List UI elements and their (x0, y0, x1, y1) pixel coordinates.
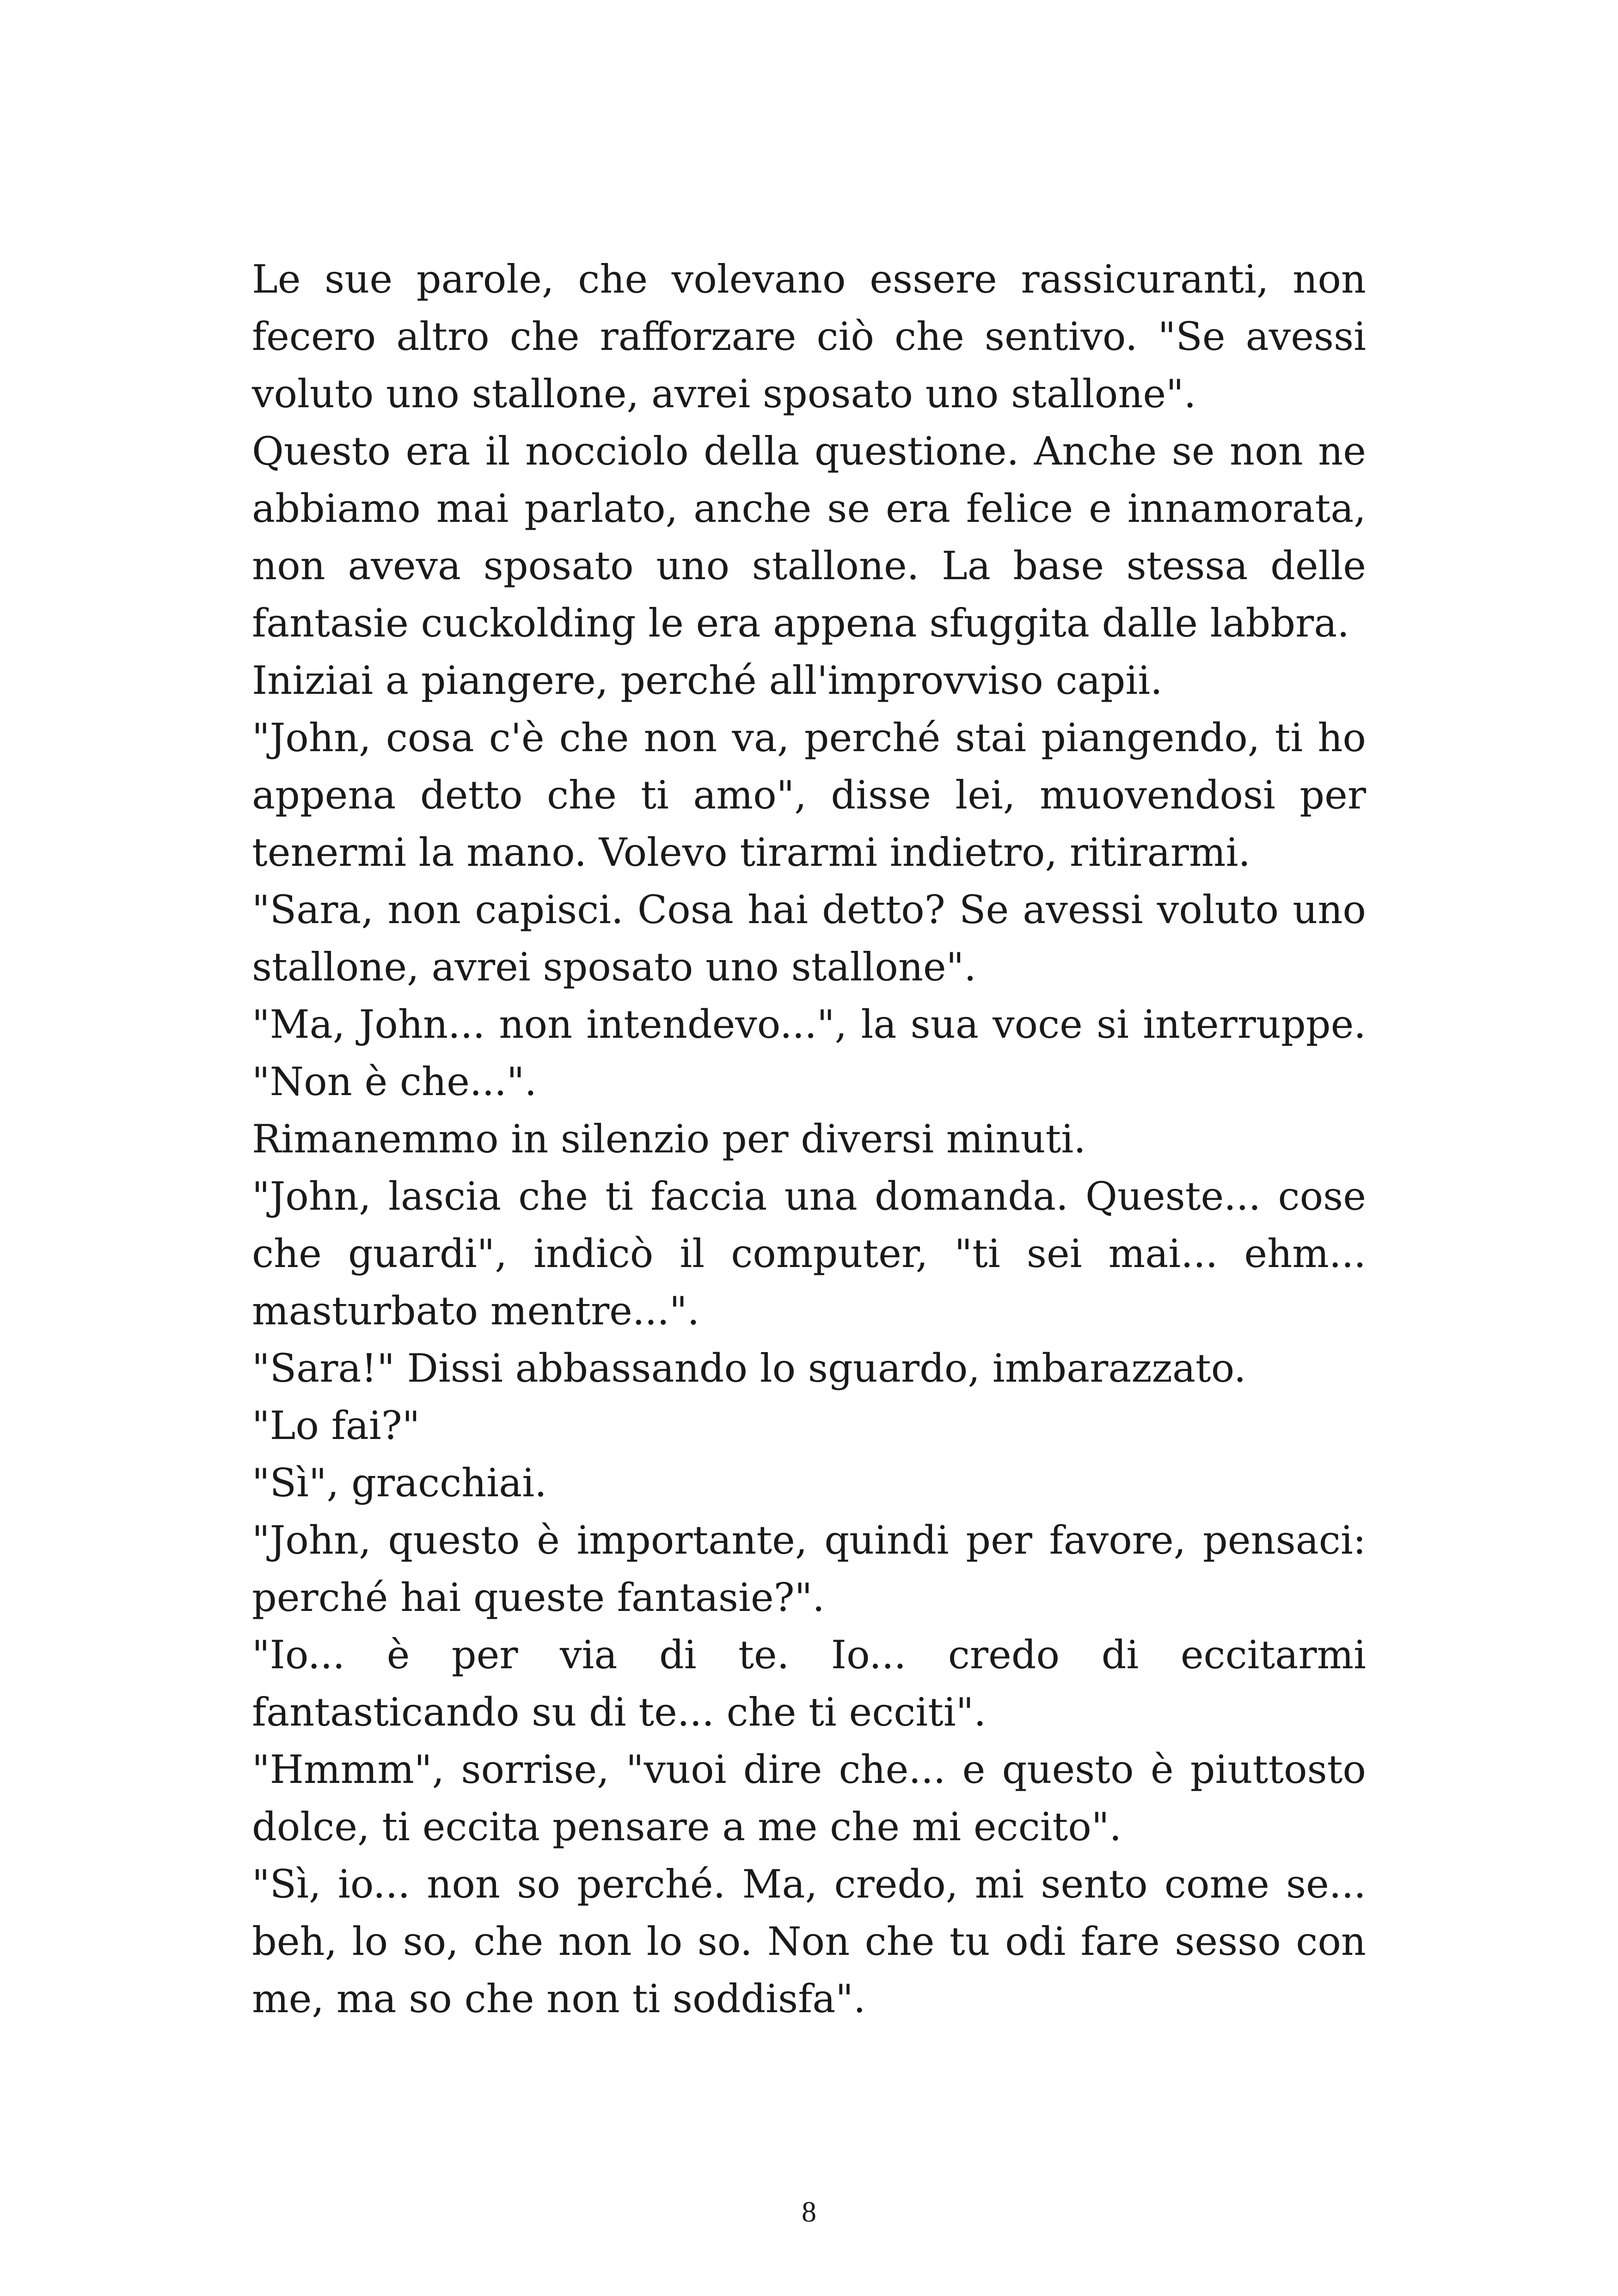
paragraph: Le sue parole, che volevano essere rassicuranti, non fecero altro che rafforzare ciò che sentivo. "Se avessi voluto uno stallone, avrei sposato uno stallone". (252, 257, 1366, 416)
paragraph: "John, lascia che ti faccia una domanda. Queste... cose che guardi", indicò il computer, "ti sei mai... ehm... masturbato mentre...". (252, 1174, 1366, 1334)
paragraph: "Sì", gracchiai. (252, 1460, 547, 1506)
paragraph: "Sara, non capisci. Cosa hai detto? Se avessi voluto uno stallone, avrei sposato uno stallone". (252, 887, 1366, 990)
paragraph: "John, questo è importante, quindi per favore, pensaci: perché hai queste fantasie?". (252, 1518, 1366, 1620)
body-text (252, 251, 1366, 2027)
paragraph: "Hmmm", sorrise, "vuoi dire che... e questo è piuttosto dolce, ti eccita pensare a me che mi eccito". (252, 1747, 1366, 1849)
paragraph: Iniziai a piangere, perché all'improvviso capii. (252, 658, 1163, 703)
paragraph: Questo era il nocciolo della questione. Anche se non ne abbiamo mai parlato, anche se era felice e innamorata, non aveva sposato uno stallone. La base stessa delle fantasie cuckolding le era appena sfuggita dalle labbra. (252, 429, 1366, 646)
page-number: 8 (802, 2195, 816, 2228)
paragraph: "John, cosa c'è che non va, perché stai piangendo, ti ho appena detto che ti amo", disse lei, muovendosi per tenermi la mano. Volevo tirarmi indietro, ritirarmi. (252, 715, 1366, 875)
paragraph: "Sara!" Dissi abbassando lo sguardo, imbarazzato. (252, 1346, 1246, 1391)
paragraph: "Ma, John... non intendevo...", la sua voce si interruppe. "Non è che...". (252, 1002, 1366, 1104)
paragraph: "Sì, io... non so perché. Ma, credo, mi sento come se... beh, lo so, che non lo so. Non che tu odi fare sesso con me, ma so che non ti soddisfa". (252, 1861, 1366, 2021)
paragraph: "Lo fai?" (252, 1403, 420, 1448)
paragraph: "Io... è per via di te. Io... credo di eccitarmi fantasticando su di te... che ti ecciti". (252, 1632, 1366, 1735)
paragraph: Rimanemmo in silenzio per diversi minuti. (252, 1116, 1086, 1162)
